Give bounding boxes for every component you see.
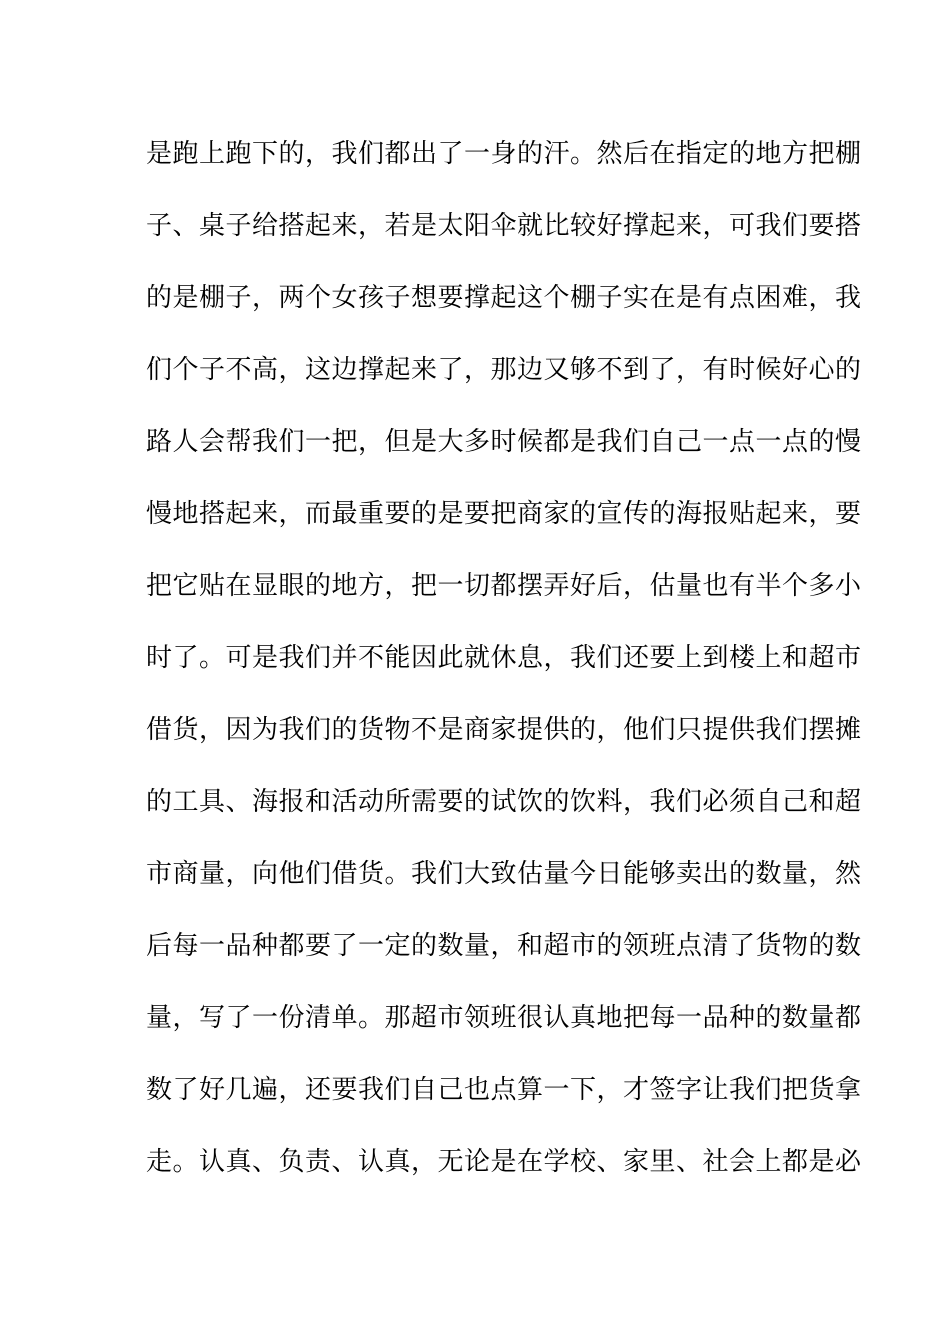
text-line: 的是棚子，两个女孩子想要撑起这个棚子实在是有点困难，我 <box>146 283 862 313</box>
text-line: 数了好几遍，还要我们自己也点算一下，才签字让我们把货拿 <box>146 1075 862 1105</box>
text-line: 慢地搭起来，而最重要的是要把商家的宣传的海报贴起来，要 <box>146 499 862 529</box>
text-line: 时了。可是我们并不能因此就休息，我们还要上到楼上和超市 <box>146 643 862 673</box>
text-line: 市商量，向他们借货。我们大致估量今日能够卖出的数量，然 <box>146 859 862 889</box>
text-line: 量，写了一份清单。那超市领班很认真地把每一品种的数量都 <box>146 1003 862 1033</box>
text-line: 把它贴在显眼的地方，把一切都摆弄好后，估量也有半个多小 <box>146 571 862 601</box>
body-paragraph <box>146 128 862 1208</box>
text-line: 们个子不高，这边撑起来了，那边又够不到了，有时候好心的 <box>146 355 862 385</box>
text-line: 后每一品种都要了一定的数量，和超市的领班点清了货物的数 <box>146 931 862 961</box>
text-line: 子、桌子给搭起来，若是太阳伞就比较好撑起来，可我们要搭 <box>146 211 862 241</box>
text-line: 走。认真、负责、认真，无论是在学校、家里、社会上都是必 <box>146 1147 862 1177</box>
text-line: 路人会帮我们一把，但是大多时候都是我们自己一点一点的慢 <box>146 427 862 457</box>
text-line: 借货，因为我们的货物不是商家提供的，他们只提供我们摆摊 <box>146 715 862 745</box>
text-line: 是跑上跑下的，我们都出了一身的汗。然后在指定的地方把棚 <box>146 139 862 169</box>
text-line: 的工具、海报和活动所需要的试饮的饮料，我们必须自己和超 <box>146 787 862 817</box>
